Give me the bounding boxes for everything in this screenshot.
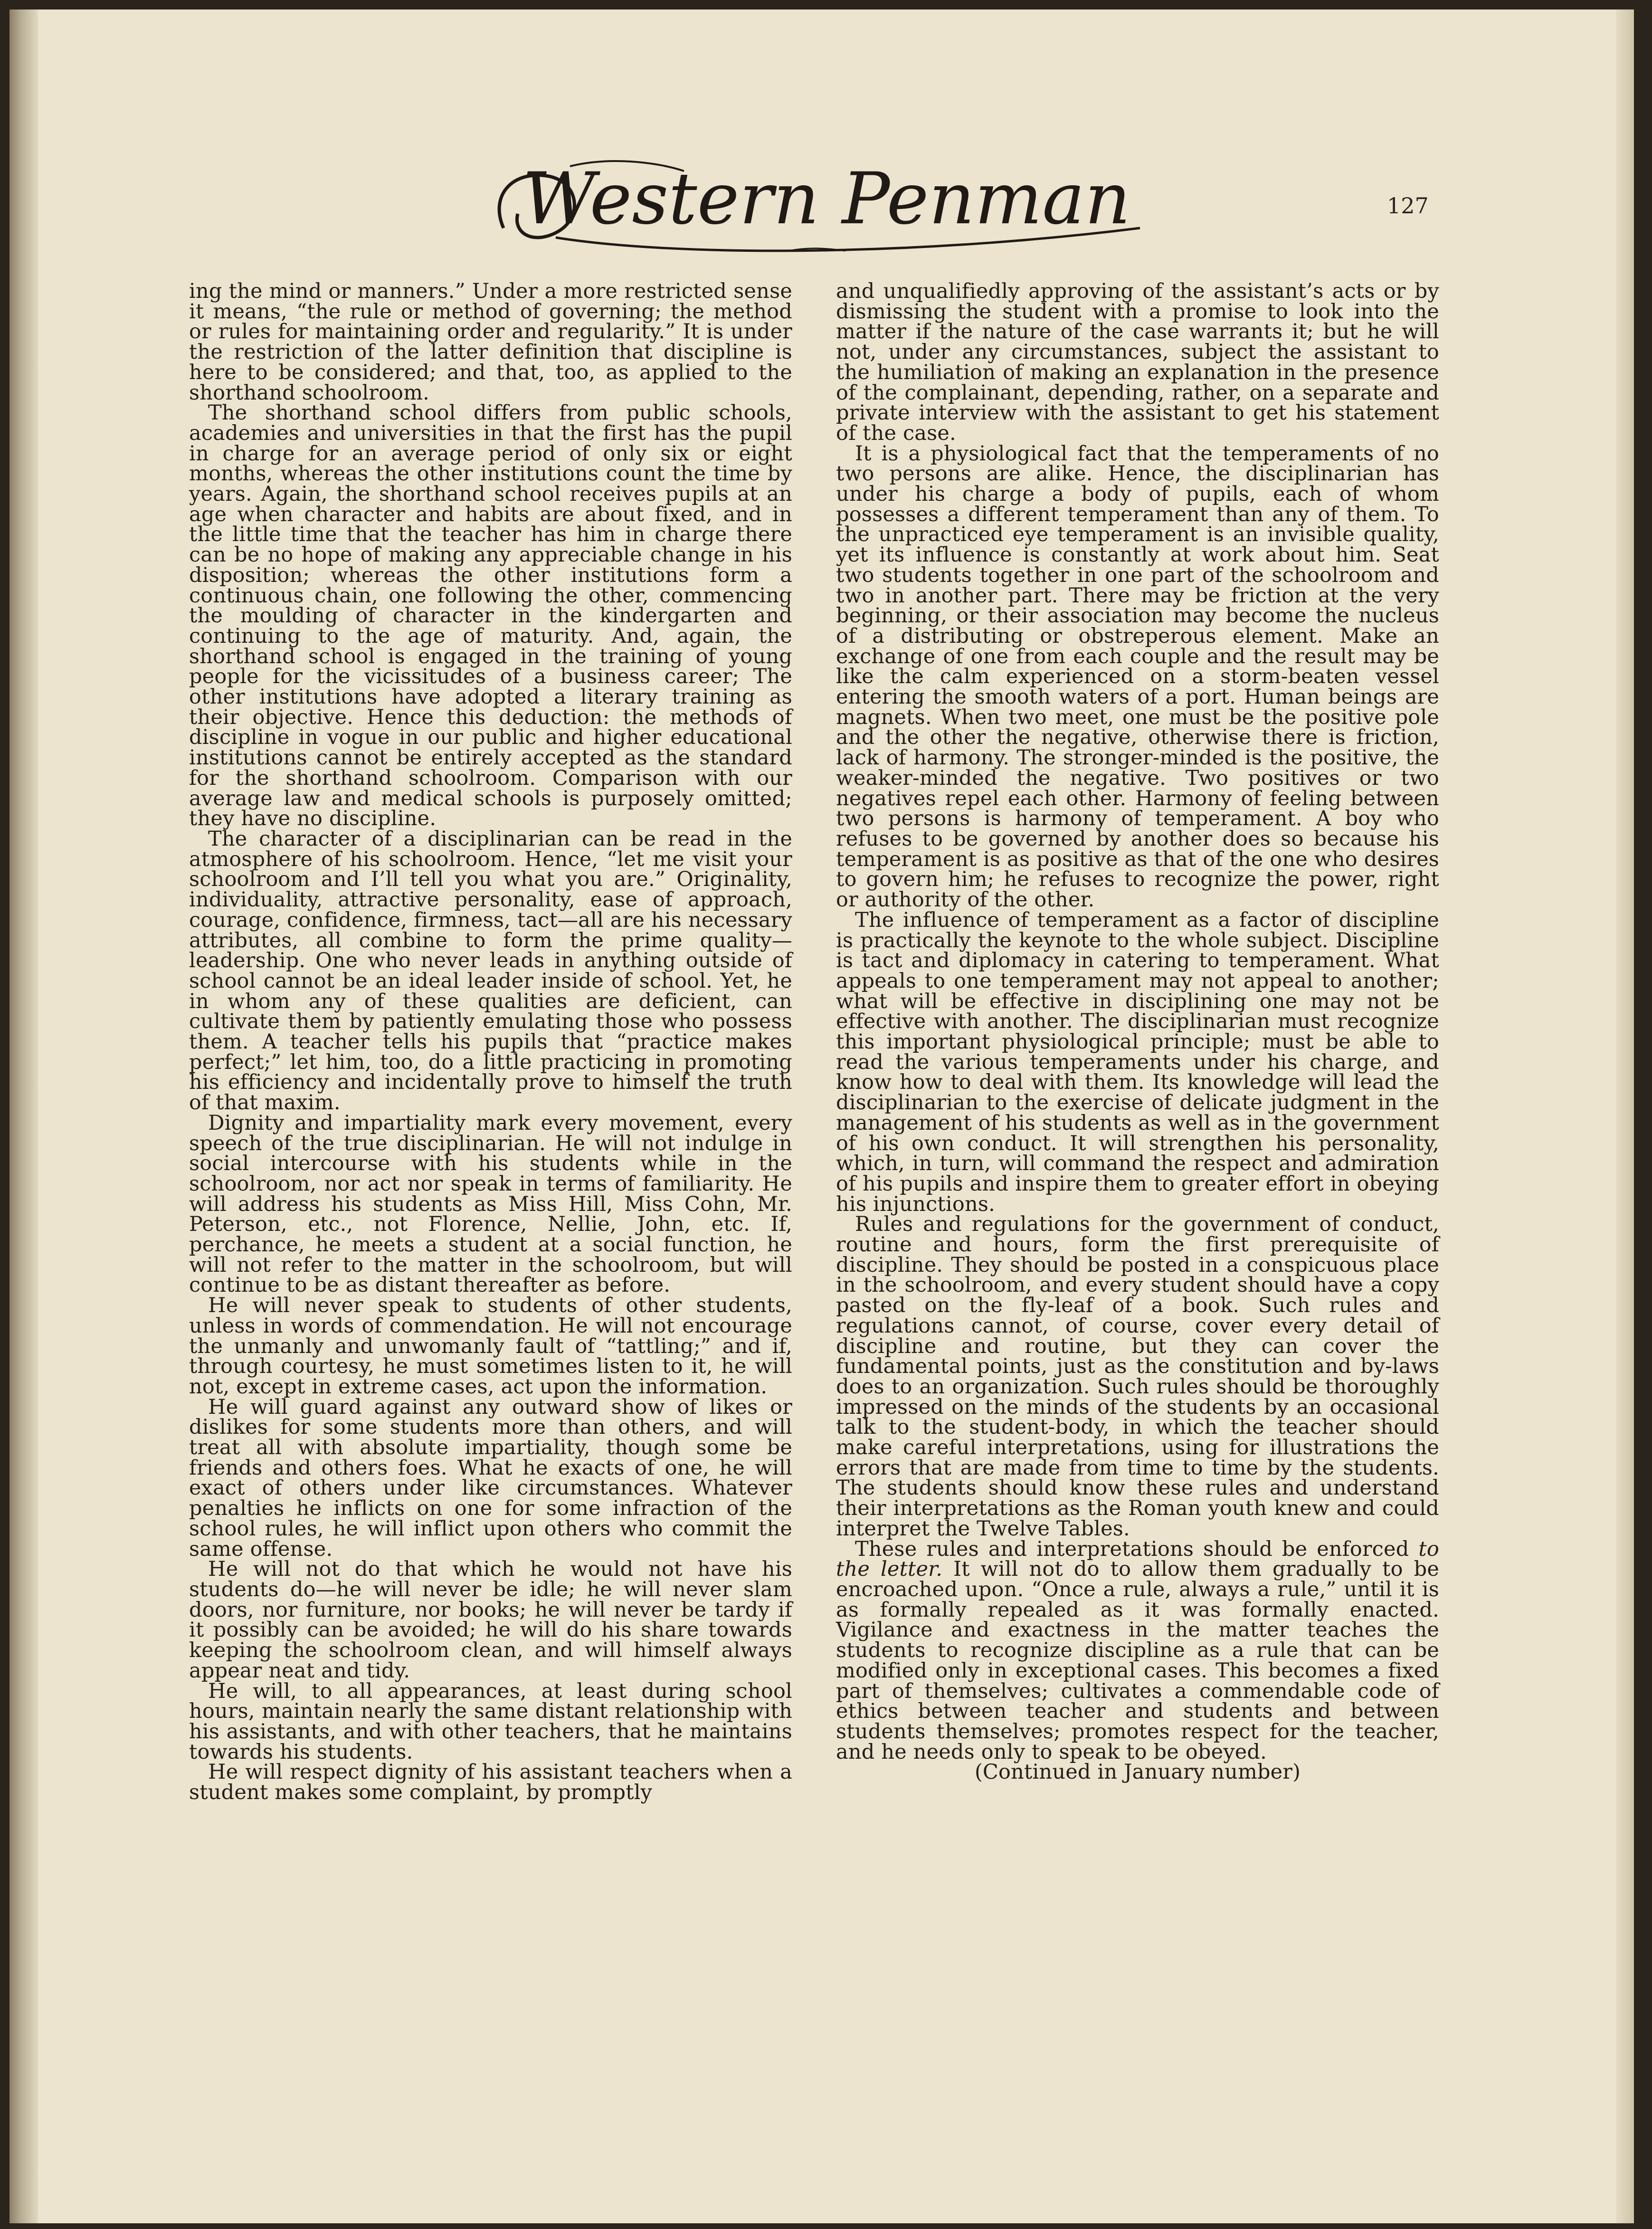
- paragraph: He will respect dignity of his assistant teachers when a student makes some complaint, by promptly: [189, 1760, 792, 1805]
- paragraph: Rules and regulations for the government of conduct, routine and hours, form the first prerequisite of discipline. They should be posted in a conspicuous place in the schoolroom, and every student should have a copy pasted on the fly-leaf of a book. Such rules and regulations cannot, of course, cover every detail of discipline and routine, but they can cover the fundamental points, just as the constitution and by-laws does to an organization. Such rules should be thoroughly impressed on the minds of the students by an occasional talk to the student-body, in which the teacher should make careful interpretations, using for illustrations the errors that are made from time to time by the students. The students should know these rules and understand their interpretations as the Roman youth knew and could interpret the Twelve Tables.: [836, 1212, 1439, 1541]
- paragraph-lead: These rules and interpretations should be enforced: [855, 1537, 1409, 1561]
- masthead-title: Western Penman: [522, 158, 1131, 240]
- continuation-note: (Continued in January number): [974, 1760, 1301, 1784]
- paragraph-rest: It will not do to allow them gradually to be encroached upon. “Once a rule, always a rule,” until it is as formally repealed as it was formally enacted. Vigilance and exactness in the matter teaches the students to recognize discipline as a rule that can be modified only in exceptional cases. This becomes a fixed part of themselves; cultivates a commendable code of ethics between teacher and students and between students themselves; promotes respect for the teacher, and he needs only to speak to be obeyed.: [836, 1557, 1439, 1764]
- paragraph-emphasis: to the letter.: [836, 1537, 1439, 1581]
- paragraph: He will, to all appearances, at least during school hours, maintain nearly the same distant relationship with his assistants, and with other teachers, that he maintains towards his students.: [189, 1679, 792, 1764]
- paragraph: He will guard against any outward show of likes or dislikes for some students more than others, and will treat all with absolute impartiality, though some be friends and others foes. What he exacts of one, he will exact of others under like circumstances. Whatever penalties he inflicts on one for some infraction of the school rules, he will inflict upon others who commit the same offense.: [189, 1395, 792, 1561]
- paragraph: ing the mind or manners.” Under a more restricted sense it means, “the rule or method of governing; the method or rules for maintaining order and regularity.” It is under the restriction of the latter definition that discipline is here to be considered; and that, too, as applied to the shorthand schoolroom.: [189, 279, 792, 405]
- magazine-page: [9, 10, 1634, 2223]
- article-column-right: [836, 281, 1439, 1782]
- paragraph: Dignity and impartiality mark every movement, every speech of the true disciplinarian. He will not indulge in social intercourse with his students while in the schoolroom, nor act nor speak in terms of familiarity. He will address his students as Miss Hill, Miss Cohn, Mr. Peterson, etc., not Florence, Nellie, John, etc. If, perchance, he meets a student at a social function, he will not refer to the matter in the schoolroom, but will continue to be as distant thereafter as before.: [189, 1111, 792, 1297]
- paragraph: He will never speak to students of other students, unless in words of commendation. He will not encourage the unmanly and unwomanly fault of “tattling;” and if, through courtesy, he must sometimes listen to it, he will not, except in extreme cases, act upon the information.: [189, 1294, 792, 1399]
- article-column-left: [189, 281, 792, 1803]
- paragraph: He will not do that which he would not have his students do—he will never be idle; he will never slam doors, nor furniture, nor books; he will never be tardy if it possibly can be avoided; he will do his share towards keeping the schoolroom clean, and will himself always appear neat and tidy.: [189, 1557, 792, 1683]
- paragraph: The influence of temperament as a factor of discipline is practically the keynote to the whole subject. Discipline is tact and diplomacy in catering to temperament. What appeals to one temperament may not appeal to another; what will be effective in disciplining one may not be effective with another. The disciplinarian must recognize this important physiological principle; must be able to read the various temperaments under his charge, and know how to deal with them. Its knowledge will lead the disciplinarian to the exercise of delicate judgment in the management of his students as well as in the government of his own conduct. It will strengthen his personality, which, in turn, will command the respect and admiration of his pupils and inspire them to greater effort in obeying his injunctions.: [836, 908, 1439, 1216]
- page-number: 127: [1387, 193, 1429, 219]
- paragraph: The character of a disciplinarian can be read in the atmosphere of his schoolroom. Hence, “let me visit your schoolroom and I’ll tell you what you are.” Originality, individuality, attractive personality, ease of approach, courage, confidence, firmness, tact—all are his necessary attributes, all combine to form the prime quality—leadership. One who never leads in anything outside of school cannot be an ideal leader inside of school. Yet, he in whom any of these qualities are deficient, can cultivate them by patiently emulating those who possess them. A teacher tells his pupils that “practice makes perfect;” let him, too, do a little practicing in promoting his efficiency and incidentally prove to himself the truth of that maxim.: [189, 827, 792, 1115]
- binding-gutter: [9, 10, 38, 2223]
- page-edge: [1616, 10, 1634, 2223]
- paragraph: It is a physiological fact that the temperaments of no two persons are alike. Hence, the disciplinarian has under his charge a body of pupils, each of whom possesses a different temperament than any of them. To the unpracticed eye temperament is an invisible quality, yet its influence is constantly at work about him. Seat two students together in one part of the schoolroom and two in another part. There may be friction at the very beginning, or their association may become the nucleus of a distributing or obstreperous element. Make an exchange of one from each couple and the result may be like the calm experienced on a storm-beaten vessel entering the smooth waters of a port. Human beings are magnets. When two meet, one must be the positive pole and the other the negative, otherwise there is friction, lack of harmony. The stronger-minded is the positive, the weaker-minded the negative. Two positives or two negatives repel each other. Harmony of feeling between two persons is harmony of temperament. A boy who refuses to be governed by another does so because his temperament is as positive as that of the one who desires to govern him; he refuses to recognize the power, right or authority of the other.: [836, 441, 1439, 912]
- paragraph: The shorthand school differs from public schools, academies and universities in that the first has the pupil in charge for an average period of only six or eight months, whereas the other institutions count the time by years. Again, the shorthand school receives pupils at an age when character and habits are about fixed, and in the little time that the teacher has him in charge there can be no hope of making any appreciable change in his disposition; whereas the other institutions form a continuous chain, one following the other, commencing the moulding of character in the kindergarten and continuing to the age of maturity. And, again, the shorthand school is engaged in the training of young people for the vicissitudes of a business career; The other institutions have adopted a literary training as their objective. Hence this deduction: the methods of discipline in vogue in our public and higher educational institutions cannot be entirely accepted as the standard for the shorthand schoolroom. Comparison with our average law and medical schools is purposely omitted; they have no discipline.: [189, 401, 792, 831]
- masthead-logo: [484, 138, 1168, 280]
- paragraph: [836, 1539, 1439, 1762]
- paragraph: and unqualifiedly approving of the assistant’s acts or by dismissing the student with a promise to look into the matter if the nature of the case warrants it; but he will not, under any circumstances, subject the assistant to the humiliation of making an explanation in the presence of the complainant, depending, rather, on a separate and private interview with the assistant to get his statement of the case.: [836, 279, 1439, 445]
